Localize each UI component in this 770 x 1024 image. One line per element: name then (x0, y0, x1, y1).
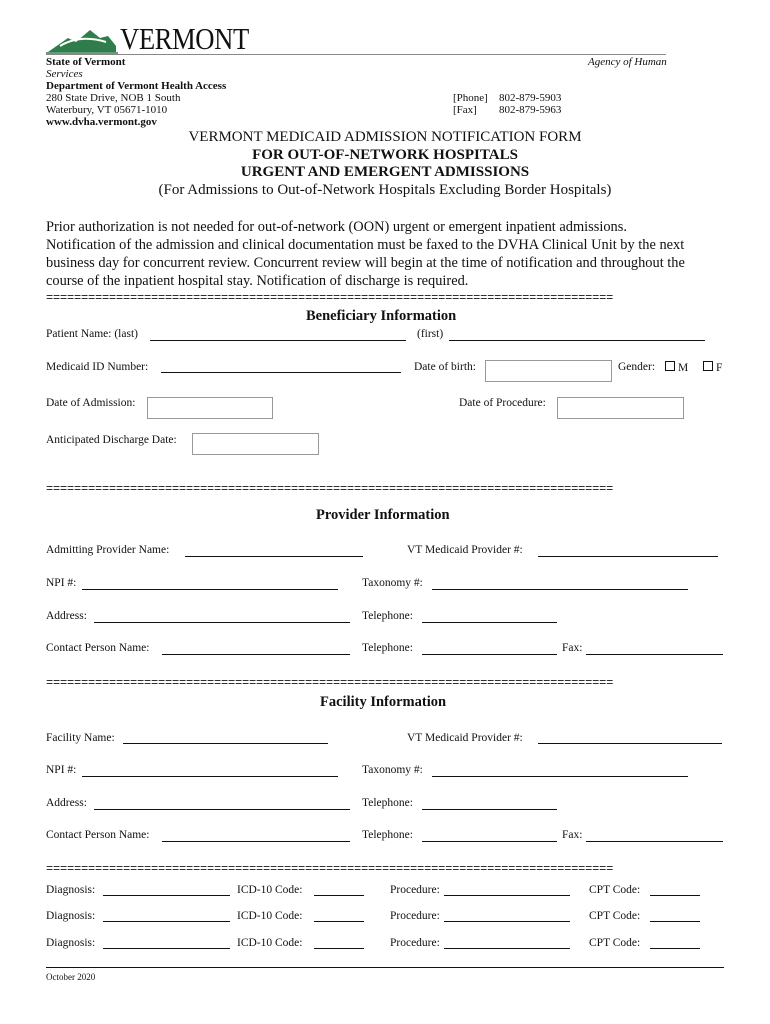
facility-address-field[interactable] (94, 809, 350, 810)
facility-telephone2-label: Telephone: (362, 829, 413, 841)
admitting-provider-label: Admitting Provider Name: (46, 544, 170, 556)
provider-telephone-field[interactable] (422, 622, 557, 623)
medicaid-id-field[interactable] (161, 372, 401, 373)
provider-vt-medicaid-field[interactable] (538, 556, 718, 557)
gender-f-option[interactable] (703, 361, 722, 374)
facility-npi-label: NPI #: (46, 764, 77, 776)
website: www.dvha.vermont.gov (46, 116, 157, 128)
procedure-label: Procedure: (390, 937, 440, 949)
gender-m-checkbox[interactable] (665, 361, 675, 371)
footer-rule (46, 967, 724, 968)
intro-line-1: Prior authorization is not needed for out-of-network (OON) urgent or emergent inpatient admissions. (46, 219, 627, 235)
fax-number: 802-879-5963 (499, 104, 562, 116)
gender-m-label: M (678, 362, 689, 374)
facility-contact-field[interactable] (162, 841, 350, 842)
cpt-label: CPT Code: (589, 884, 641, 896)
icd-label: ICD-10 Code: (237, 884, 303, 896)
admitting-provider-field[interactable] (185, 556, 363, 557)
procedure-label: Procedure: (390, 884, 440, 896)
department-name: Department of Vermont Health Access (46, 80, 227, 92)
address-line-2: Waterbury, VT 05671-1010 (46, 104, 168, 116)
facility-vt-medicaid-label: VT Medicaid Provider #: (407, 732, 523, 744)
provider-contact-label: Contact Person Name: (46, 642, 150, 654)
diagnosis-field[interactable] (103, 921, 230, 922)
provider-fax-label: Fax: (562, 642, 583, 654)
facility-telephone-field[interactable] (422, 809, 557, 810)
procedure-label: Procedure: (390, 910, 440, 922)
discharge-date-label: Anticipated Discharge Date: (46, 434, 177, 446)
icd-field[interactable] (314, 948, 364, 949)
icd-field[interactable] (314, 895, 364, 896)
gender-f-label: F (716, 362, 723, 374)
provider-address-field[interactable] (94, 622, 350, 623)
admission-date-input[interactable] (147, 397, 273, 419)
cpt-field[interactable] (650, 921, 700, 922)
beneficiary-heading: Beneficiary Information (306, 308, 457, 324)
icd-label: ICD-10 Code: (237, 910, 303, 922)
icd-field[interactable] (314, 921, 364, 922)
provider-heading: Provider Information (316, 507, 450, 523)
agency-services: Services (46, 68, 83, 80)
dob-input[interactable] (485, 360, 612, 382)
facility-fax-field[interactable] (586, 841, 723, 842)
facility-name-field[interactable] (123, 743, 328, 744)
provider-vt-medicaid-label: VT Medicaid Provider #: (407, 544, 523, 556)
procedure-field[interactable] (444, 948, 570, 949)
icd-label: ICD-10 Code: (237, 937, 303, 949)
form-subtitle-3: (For Admissions to Out-of-Network Hospitals Excluding Border Hospitals) (158, 182, 612, 198)
provider-telephone2-label: Telephone: (362, 642, 413, 654)
facility-contact-label: Contact Person Name: (46, 829, 150, 841)
cpt-field[interactable] (650, 948, 700, 949)
patient-last-field[interactable] (150, 340, 406, 341)
provider-npi-label: NPI #: (46, 577, 77, 589)
separator: ================================================================================= (46, 678, 614, 688)
diagnosis-field[interactable] (103, 948, 230, 949)
cpt-field[interactable] (650, 895, 700, 896)
separator: ================================================================================= (46, 864, 614, 874)
facility-vt-medicaid-field[interactable] (538, 743, 722, 744)
gender-m-option[interactable] (665, 361, 688, 374)
facility-address-label: Address: (46, 797, 87, 809)
patient-first-label: (first) (417, 328, 444, 340)
provider-taxonomy-label: Taxonomy #: (362, 577, 423, 589)
procedure-field[interactable] (444, 895, 570, 896)
phone-label: [Phone] (453, 92, 488, 104)
facility-heading: Facility Information (320, 694, 447, 710)
gender-label: Gender: (618, 361, 656, 373)
diagnosis-label: Diagnosis: (46, 937, 96, 949)
logo-wordmark: VERMONT (120, 21, 249, 56)
patient-first-field[interactable] (449, 340, 705, 341)
fax-label: [Fax] (453, 104, 477, 116)
intro-line-2: Notification of the admission and clinical documentation must be faxed to the DVHA Clinical Unit by the next (46, 237, 685, 253)
mountain-logo-icon (46, 26, 118, 54)
agency-name: Agency of Human (588, 56, 667, 68)
procedure-date-input[interactable] (557, 397, 684, 419)
separator: ================================================================================= (46, 293, 614, 303)
facility-taxonomy-label: Taxonomy #: (362, 764, 423, 776)
provider-address-label: Address: (46, 610, 87, 622)
header-rule (46, 54, 666, 55)
vermont-logo (46, 21, 249, 56)
gender-f-checkbox[interactable] (703, 361, 713, 371)
facility-telephone-label: Telephone: (362, 797, 413, 809)
provider-contact-field[interactable] (162, 654, 350, 655)
facility-npi-field[interactable] (82, 776, 338, 777)
provider-fax-field[interactable] (586, 654, 723, 655)
state-name: State of Vermont (46, 56, 126, 68)
intro-line-4: course of the inpatient hospital stay. Notification of discharge is required. (46, 273, 469, 289)
diagnosis-field[interactable] (103, 895, 230, 896)
provider-telephone-label: Telephone: (362, 610, 413, 622)
medicaid-id-label: Medicaid ID Number: (46, 361, 149, 373)
phone-number: 802-879-5903 (499, 92, 562, 104)
form-subtitle-1: FOR OUT-OF-NETWORK HOSPITALS (252, 147, 518, 163)
diagnosis-label: Diagnosis: (46, 884, 96, 896)
address-line-1: 280 State Drive, NOB 1 South (46, 92, 181, 104)
form-title: VERMONT MEDICAID ADMISSION NOTIFICATION FORM (188, 129, 582, 145)
form-subtitle-2: URGENT AND EMERGENT ADMISSIONS (240, 164, 530, 180)
discharge-date-input[interactable] (192, 433, 319, 455)
procedure-date-label: Date of Procedure: (459, 397, 546, 409)
dob-label: Date of birth: (414, 361, 476, 373)
admission-date-label: Date of Admission: (46, 397, 136, 409)
cpt-label: CPT Code: (589, 910, 641, 922)
diagnosis-label: Diagnosis: (46, 910, 96, 922)
footer-date: October 2020 (46, 972, 96, 982)
patient-last-label: Patient Name: (last) (46, 328, 138, 340)
facility-taxonomy-field[interactable] (432, 776, 688, 777)
provider-taxonomy-field[interactable] (432, 589, 688, 590)
cpt-label: CPT Code: (589, 937, 641, 949)
facility-fax-label: Fax: (562, 829, 583, 841)
procedure-field[interactable] (444, 921, 570, 922)
separator: ================================================================================= (46, 484, 614, 494)
intro-line-3: business day for concurrent review. Concurrent review will begin at the time of notification and throughout the (46, 255, 685, 271)
provider-npi-field[interactable] (82, 589, 338, 590)
facility-telephone2-field[interactable] (422, 841, 557, 842)
facility-name-label: Facility Name: (46, 732, 115, 744)
provider-telephone2-field[interactable] (422, 654, 557, 655)
